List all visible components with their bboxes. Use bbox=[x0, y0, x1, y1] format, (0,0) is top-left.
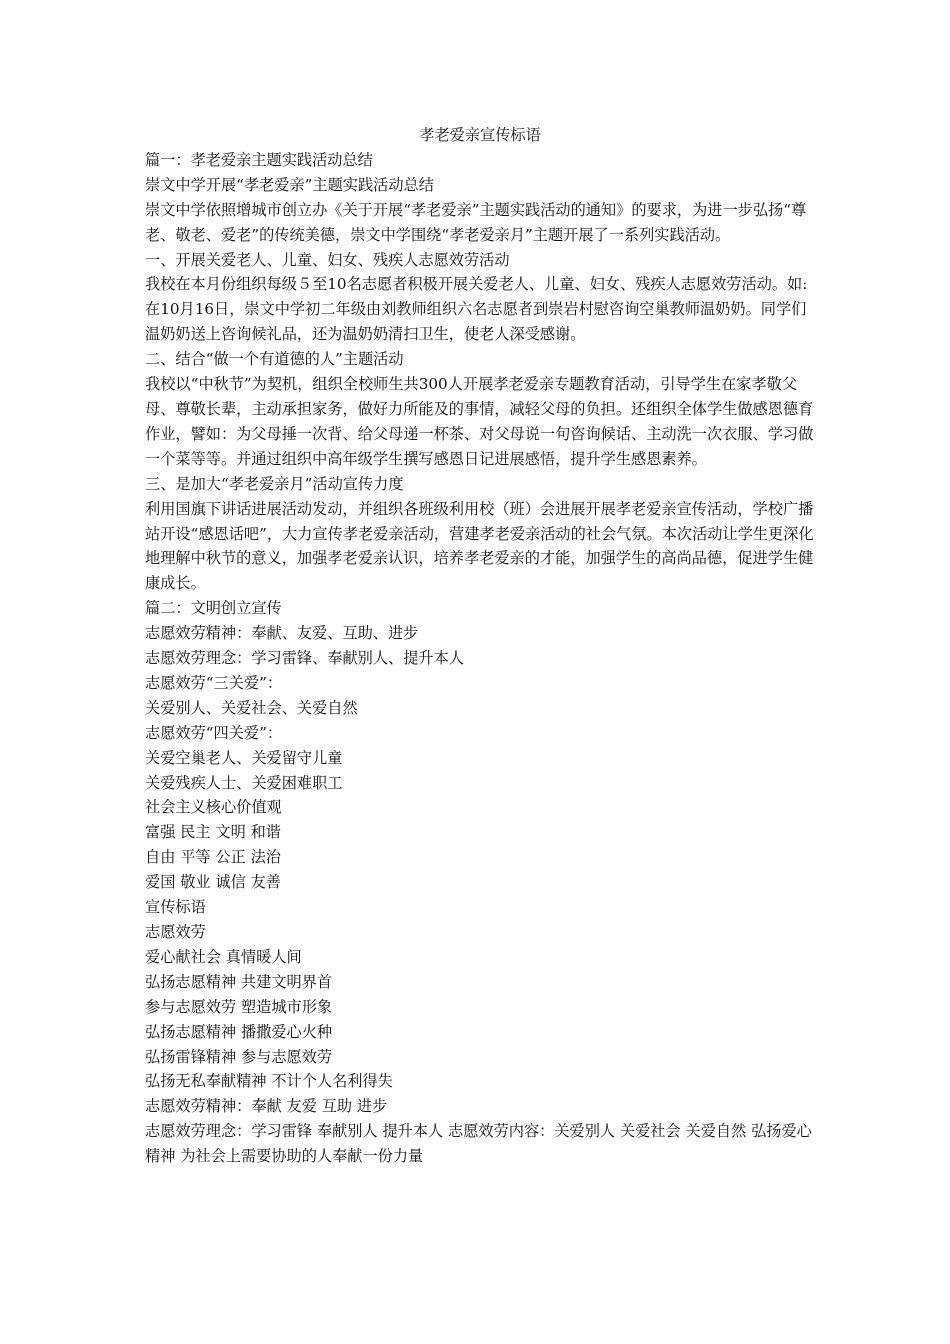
paragraph-section-3-body: 利用国旗下讲话进展活动发动，并组织各班级利用校（班）会进展开展孝老爱亲宣传活动，学校广播站开设“感恩话吧”，大力宣传孝老爱亲活动，营建孝老爱亲活动的社会气氛。本次活动让学生更深化地理解中秋节的意义，加强孝老爱亲认识，培养孝老爱亲的才能，加强学生的高尚品德，促进学生健康成长。 bbox=[145, 499, 814, 593]
paragraph-slogan-5: 弘扬雷锋精神 参与志愿效劳 bbox=[145, 1047, 333, 1066]
paragraph-four-care-heading: 志愿效劳“四关爱”： bbox=[145, 723, 283, 742]
document-title: 孝老爱亲宣传标语 bbox=[419, 126, 541, 144]
paragraph-slogan-2: 弘扬志愿精神 共建文明界首 bbox=[145, 972, 333, 991]
paragraph-summary-title: 崇文中学开展“孝老爱亲”主题实践活动总结 bbox=[145, 175, 434, 194]
paragraph-spirit-2: 志愿效劳精神：奉献 友爱 互助 进步 bbox=[145, 1097, 388, 1116]
paragraph-volunteer-heading: 志愿效劳 bbox=[145, 923, 206, 941]
paragraph-three-care-heading: 志愿效劳“三关爱”： bbox=[145, 673, 283, 692]
paragraph-concept-content: 志愿效劳理念：学习雷锋 奉献别人 提升本人 志愿效劳内容：关爱别人 关爱社会 关爱自然 弘扬爱心精神 为社会上需要协助的人奉献一份力量 bbox=[145, 1122, 812, 1166]
paragraph-slogan-1: 爱心献社会 真情暖人间 bbox=[145, 947, 302, 966]
paragraph-four-care-items-2: 关爱残疾人士、关爱困难职工 bbox=[145, 773, 343, 792]
paragraph-core-values-2: 自由 平等 公正 法治 bbox=[145, 848, 281, 867]
paragraph-core-values-1: 富强 民主 文明 和谐 bbox=[145, 823, 281, 842]
paragraph-slogan-6: 弘扬无私奉献精神 不计个人名利得失 bbox=[145, 1072, 393, 1091]
paragraph-intro: 崇文中学依照增城市创立办《关于开展“孝老爱亲”主题实践活动的通知》的要求，为进一步弘扬“尊老、敬老、爱老”的传统美德，崇文中学围绕“孝老爱亲月”主题开展了一系列实践活动。 bbox=[145, 200, 807, 244]
paragraph-section-1-body: 我校在本月份组织每级５至10名志愿者积极开展关爱老人、儿童、妇女、残疾人志愿效劳活动。如:在10月16日，崇文中学初二年级由刘教师组织六名志愿者到崇岩村慰咨询空巢教师温奶奶。同学们温奶奶送上咨询候礼品，还为温奶奶清扫卫生，使老人深受感谢。 bbox=[145, 275, 808, 344]
paragraph-four-care-items-1: 关爱空巢老人、关爱留守儿童 bbox=[145, 748, 343, 767]
paragraph-three-care-items: 关爱别人、关爱社会、关爱自然 bbox=[145, 698, 358, 717]
paragraph-part2-heading: 篇二：文明创立宣传 bbox=[145, 599, 282, 618]
paragraph-section-1-heading: 一、开展关爱老人、儿童、妇女、残疾人志愿效劳活动 bbox=[145, 250, 510, 269]
paragraph-slogan-4: 弘扬志愿精神 播撒爱心火种 bbox=[145, 1022, 333, 1041]
paragraph-core-values-3: 爱国 敬业 诚信 友善 bbox=[145, 873, 281, 892]
paragraph-slogan-3: 参与志愿效劳 塑造城市形象 bbox=[145, 997, 333, 1016]
paragraph-slogans-heading: 宣传标语 bbox=[145, 898, 206, 917]
paragraph-concept: 志愿效劳理念：学习雷锋、奉献别人、提升本人 bbox=[145, 649, 464, 668]
paragraph-section-2-body: 我校以“中秋节”为契机，组织全校师生共300人开展孝老爱亲专题教育活动，引导学生在家孝敬父母、尊敬长辈，主动承担家务，做好力所能及的事情，减轻父母的负担。还组织全体学生做感恩德育作业，譬如：为父母捶一次背、给父母递一杯茶、对父母说一句咨询候话、主动洗一次衣服、学习做一个菜等等。并通过组织中高年级学生撰写感恩日记进展感悟，提升学生感恩素养。 bbox=[145, 375, 814, 468]
paragraph-section-2-heading: 二、结合“做一个有道德的人”主题活动 bbox=[145, 350, 404, 369]
document-body bbox=[145, 123, 815, 1169]
paragraph-section-3-heading: 三、是加大“孝老爱亲月”活动宣传力度 bbox=[145, 474, 404, 493]
paragraph-part1-heading: 篇一：孝老爱亲主题实践活动总结 bbox=[145, 150, 373, 169]
paragraph-core-values-heading: 社会主义核心价值观 bbox=[145, 798, 282, 817]
paragraph-spirit: 志愿效劳精神：奉献、友爱、互助、进步 bbox=[145, 624, 419, 643]
